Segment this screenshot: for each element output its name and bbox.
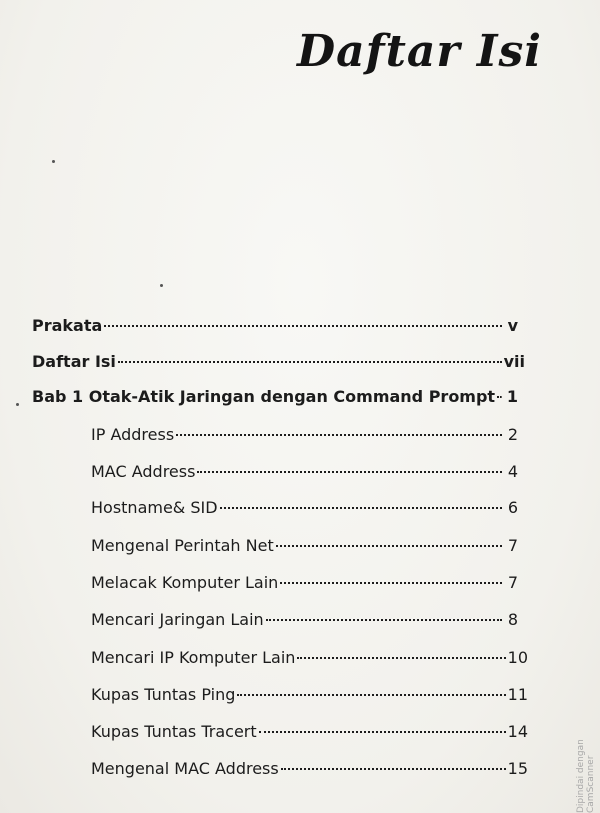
toc-entry-page: 11 — [507, 685, 528, 704]
dot-leader — [259, 730, 506, 733]
toc-entry-page: 15 — [507, 759, 528, 778]
toc-entry-label: Mencari Jaringan Lain — [91, 610, 264, 629]
toc-entry-bab-1 — [32, 387, 518, 407]
toc-entry-label: MAC Address — [91, 462, 196, 481]
toc-entry-page: 4 — [507, 462, 518, 481]
toc-entry-label: Mengenal Perintah Net — [91, 536, 274, 555]
scan-speck — [16, 403, 19, 406]
dot-leader — [281, 767, 506, 770]
toc-entry-page: 6 — [507, 498, 518, 517]
dot-leader — [118, 360, 502, 363]
dot-leader — [176, 433, 502, 436]
toc-entry-page: vii — [503, 352, 525, 371]
toc-entry-daftar-isi — [32, 352, 525, 372]
toc-entry-mac-address — [91, 462, 518, 482]
toc-entry-label: Hostname& SID — [91, 498, 218, 517]
dot-leader — [197, 470, 502, 473]
toc-entry-page: 2 — [507, 425, 518, 444]
toc-entry-perintah-net — [91, 536, 518, 556]
dot-leader — [276, 544, 502, 547]
toc-entry-label: Kupas Tuntas Ping — [91, 685, 236, 704]
dot-leader — [280, 581, 502, 584]
toc-entry-mengenal-mac — [91, 759, 528, 779]
toc-entry-prakata — [32, 316, 518, 336]
toc-entry-page: 1 — [506, 387, 518, 406]
toc-entry-page: 7 — [507, 573, 518, 592]
toc-entry-label: Prakata — [32, 316, 103, 335]
toc-entry-mencari-jaringan — [91, 610, 518, 630]
dot-leader — [104, 324, 502, 327]
toc-entry-page: 7 — [507, 536, 518, 555]
scan-speck — [160, 284, 163, 287]
dot-leader — [266, 618, 502, 621]
toc-entry-page: 10 — [507, 648, 528, 667]
toc-entry-label: Mengenal MAC Address — [91, 759, 279, 778]
scanner-watermark: Dipindai dengan CamScanner — [576, 739, 596, 813]
toc-entry-mencari-ip — [91, 648, 528, 668]
toc-entry-tracert — [91, 722, 528, 742]
page-title: Daftar Isi — [297, 26, 542, 77]
toc-entry-label: Mencari IP Komputer Lain — [91, 648, 296, 667]
scan-speck — [52, 160, 55, 163]
dot-leader — [237, 693, 505, 696]
toc-entry-label: Kupas Tuntas Tracert — [91, 722, 257, 741]
toc-entry-ip-address — [91, 425, 518, 445]
toc-entry-melacak-komputer — [91, 573, 518, 593]
dot-leader — [220, 506, 502, 509]
dot-leader — [297, 656, 505, 659]
toc-entry-label: Daftar Isi — [32, 352, 116, 371]
toc-entry-page: v — [507, 316, 518, 335]
toc-entry-hostname-sid — [91, 498, 518, 518]
dot-leader — [497, 395, 502, 398]
toc-entry-ping — [91, 685, 528, 705]
toc-entry-label: Bab 1 Otak-Atik Jaringan dengan Command Prompt — [32, 387, 496, 406]
toc-entry-label: Melacak Komputer Lain — [91, 573, 279, 592]
toc-entry-page: 8 — [507, 610, 518, 629]
toc-entry-label: IP Address — [91, 425, 175, 444]
toc-entry-page: 14 — [507, 722, 528, 741]
